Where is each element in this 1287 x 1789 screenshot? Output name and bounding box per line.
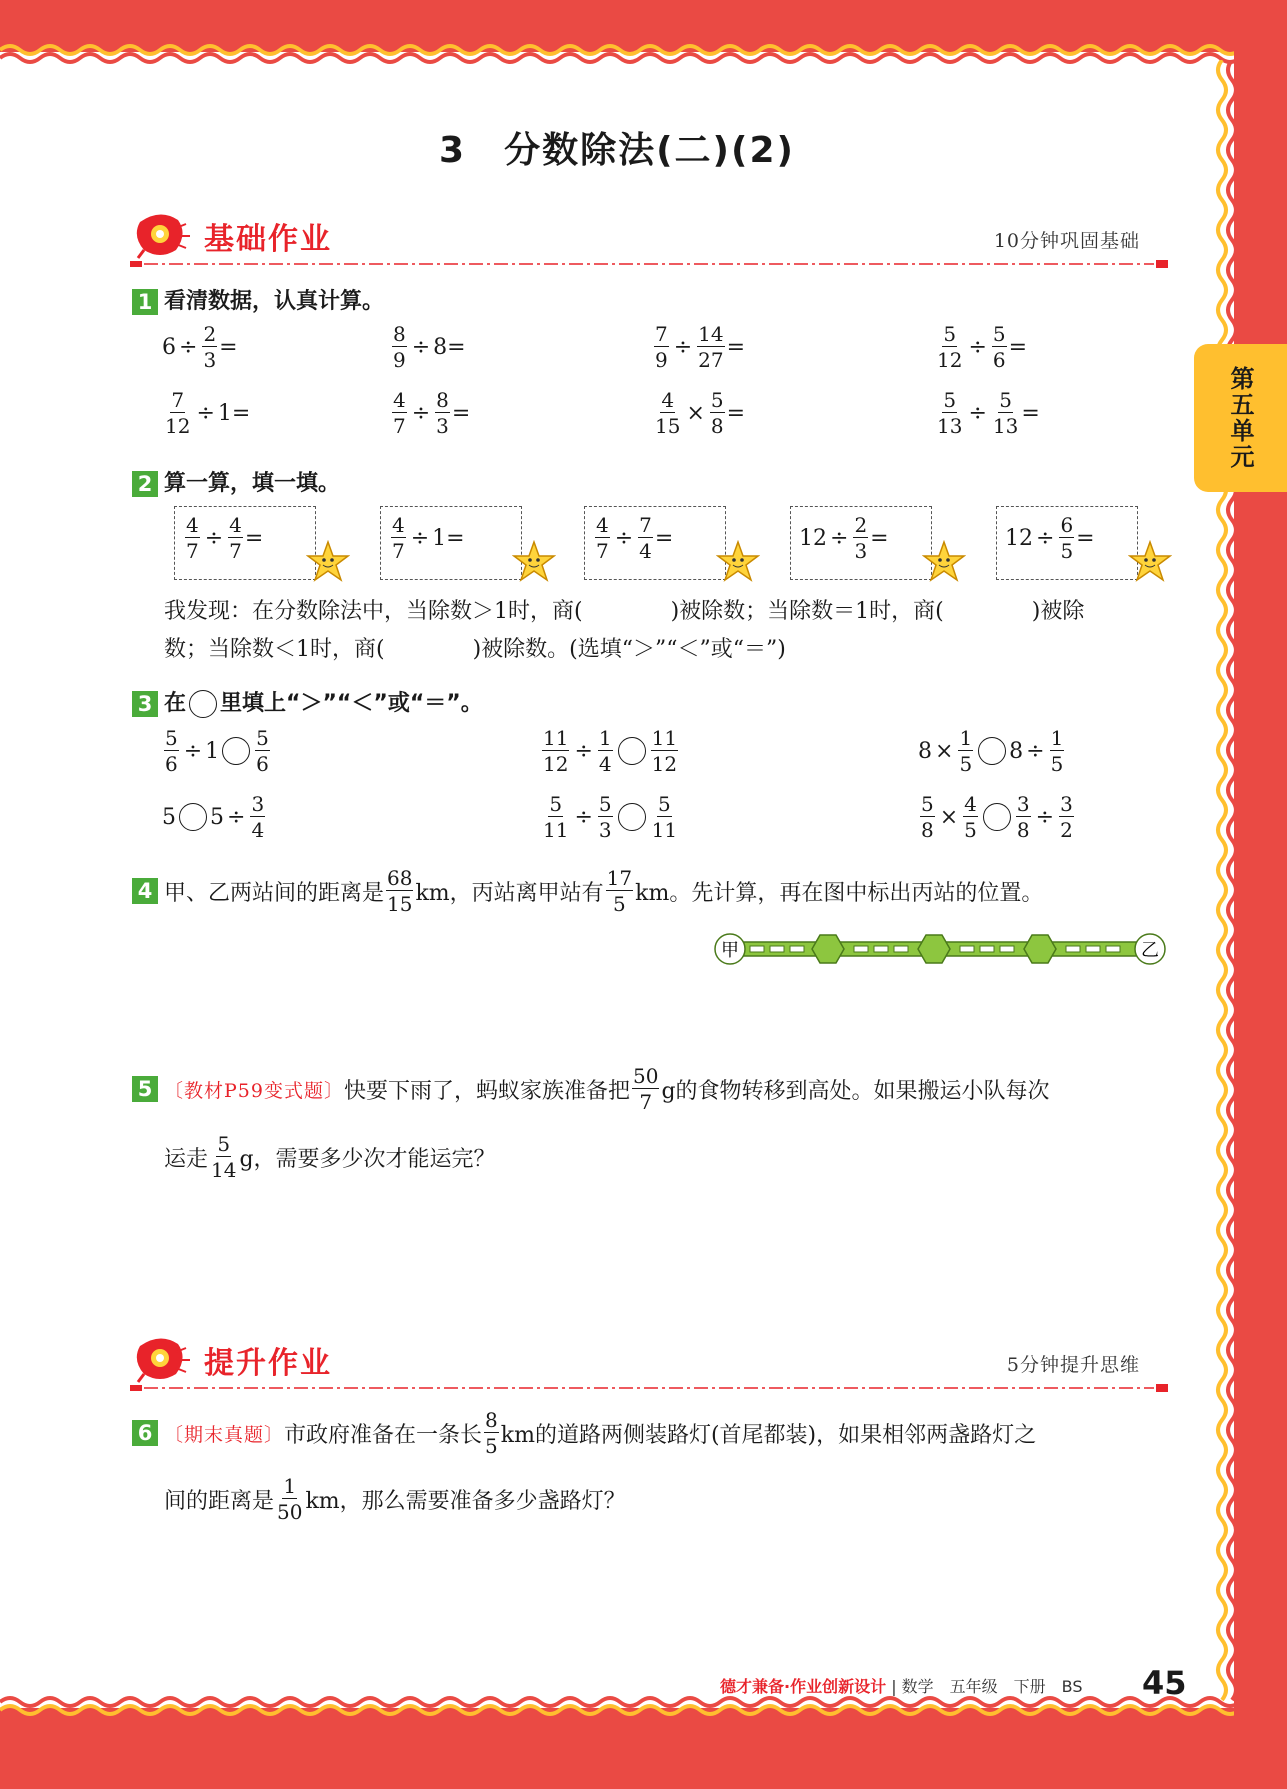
compare-item-5: $\frac{5}{11}$ ÷ $\frac{5}{3}$ $\frac{5}{11}$ [543,792,678,842]
box-expression: 12 ÷ $\frac{2}{3}$ = [799,513,889,563]
question-5-line-1: 5 〔教材P59变式题〕 快要下雨了，蚂蚁家族准备把 $\frac{50}{7}$ g的食物转移到高处。如果搬运小队每次 [132,1066,1050,1112]
star-mascot-icon [922,540,966,584]
right-wavy-border [1212,60,1248,1710]
answer-box-4[interactable] [790,506,932,580]
star-mascot-icon [306,540,350,584]
box-expression: 12 ÷ $\frac{6}{5}$ = [1005,513,1095,563]
calc-item-3: $\frac{7}{9}$ ÷ $\frac{14}{27}$ = [655,322,746,372]
discovery-line-1: 我发现：在分数除法中，当除数＞1时，商( )被除数；当除数＝1时，商( )被除 [164,599,1085,624]
answer-box-2[interactable] [380,506,522,580]
question-number-badge: 6 [132,1420,158,1446]
section-divider [130,260,1170,268]
section-title: 基础作业 [204,222,332,257]
question-text: 看清数据，认真计算。 [164,289,385,314]
question-number-badge: 2 [132,471,158,497]
calc-item-4: $\frac{5}{12}$ ÷ $\frac{5}{6}$ = [937,322,1028,372]
station-end-label: 乙 [1141,940,1159,961]
page-number: 45 [1142,1664,1187,1702]
section-divider [130,1384,1170,1392]
compare-circle-icon [189,690,217,718]
question-number-badge: 5 [132,1076,158,1102]
box-expression: $\frac{4}{7}$ ÷ $\frac{4}{7}$ = [186,513,264,563]
page-footer [720,1674,1083,1697]
source-tag: 〔教材P59变式题〕 [164,1079,344,1102]
footer-separator: | [891,1677,902,1696]
compare-circle[interactable] [978,737,1006,765]
calc-item-6: $\frac{4}{7}$ ÷ $\frac{8}{3}$ = [393,388,471,438]
source-tag: 〔期末真题〕 [164,1423,285,1446]
compare-item-1: $\frac{5}{6}$ ÷ 1 $\frac{5}{6}$ [165,726,269,776]
compare-item-2: $\frac{11}{12}$ ÷ $\frac{1}{4}$ $\frac{11}{12}$ [543,726,678,776]
section-title: 提升作业 [204,1346,332,1381]
answer-box-3[interactable] [584,506,726,580]
answer-box-1[interactable] [174,506,316,580]
compare-circle[interactable] [618,737,646,765]
unit-side-tab-label: 第五单元 [1226,366,1254,470]
question-number-badge: 3 [132,691,158,717]
star-mascot-icon [512,540,556,584]
top-wavy-border [0,40,1234,68]
answer-box-5[interactable] [996,506,1138,580]
question-text: 在 [164,691,187,716]
question-text: 里填上“＞”“＜”或“＝”。 [220,691,483,716]
section-note: 5分钟提升思维 [1006,1354,1140,1376]
compare-item-3: 8 × $\frac{1}{5}$ 8 ÷ $\frac{1}{5}$ [918,726,1064,776]
box-expression: $\frac{4}{7}$ ÷ $\frac{7}{4}$ = [596,513,674,563]
calc-item-1: 6 ÷ $\frac{2}{3}$ = [162,322,238,372]
question-1-heading [132,284,384,315]
page-title: 3 分数除法(二)(2) [439,130,795,171]
apple-mascot-icon [130,210,194,260]
calc-item-2: $\frac{8}{9}$ ÷ 8 = [393,322,466,372]
calc-item-7: $\frac{4}{15}$ × $\frac{5}{8}$ = [655,388,746,438]
question-number-badge: 4 [132,878,158,904]
question-text: 算一算，填一填。 [164,471,341,496]
calc-item-5: $\frac{7}{12}$ ÷ 1 = [165,388,251,438]
compare-item-4: 5 5 ÷ $\frac{3}{4}$ [162,792,265,842]
question-2-heading [132,466,340,497]
compare-item-6: $\frac{5}{8}$ × $\frac{4}{5}$ $\frac{3}{8}$ ÷ $\frac{3}{2}$ [921,792,1073,842]
footer-brand: 德才兼备·作业创新设计 [720,1677,887,1696]
star-mascot-icon [1128,540,1172,584]
question-6-line-1: 6 〔期末真题〕 市政府准备在一条长 $\frac{8}{5}$ km的道路两侧装路灯(首尾都装)，如果相邻两盏路灯之 [132,1410,1036,1456]
calc-item-8: $\frac{5}{13}$ ÷ $\frac{5}{13}$ = [937,388,1040,438]
compare-circle[interactable] [222,737,250,765]
compare-circle[interactable] [983,803,1011,831]
discovery-line-2: 数；当除数＜1时，商( )被除数。(选填“＞”“＜”或“＝”) [164,637,786,662]
unit-side-tab [1194,344,1287,492]
section-header-basic [130,210,1170,270]
apple-mascot-icon [130,1334,194,1384]
question-4-text: 4 甲、乙两站间的距离是 $\frac{68}{15}$ km，丙站离甲站有 $\frac{17}{5}$ km。先计算，再在图中标出丙站的位置。 [132,868,1043,914]
compare-circle[interactable] [618,803,646,831]
compare-circle[interactable] [179,803,207,831]
section-header-advanced [130,1334,1170,1394]
question-3-heading [132,686,483,718]
question-number-badge: 1 [132,289,158,315]
box-expression: $\frac{4}{7}$ ÷ 1 = [392,513,465,563]
footer-info: 数学 五年级 下册 BS [901,1677,1083,1696]
question-6-line-2: 间的距离是 $\frac{1}{50}$ km，那么需要准备多少盏路灯？ [164,1474,626,1524]
station-track-diagram[interactable] [710,930,1170,968]
star-mascot-icon [716,540,760,584]
station-start-label: 甲 [721,940,739,961]
question-5-line-2: 运走 $\frac{5}{14}$ g，需要多少次才能运完？ [164,1132,496,1182]
section-note: 10分钟巩固基础 [993,230,1140,252]
